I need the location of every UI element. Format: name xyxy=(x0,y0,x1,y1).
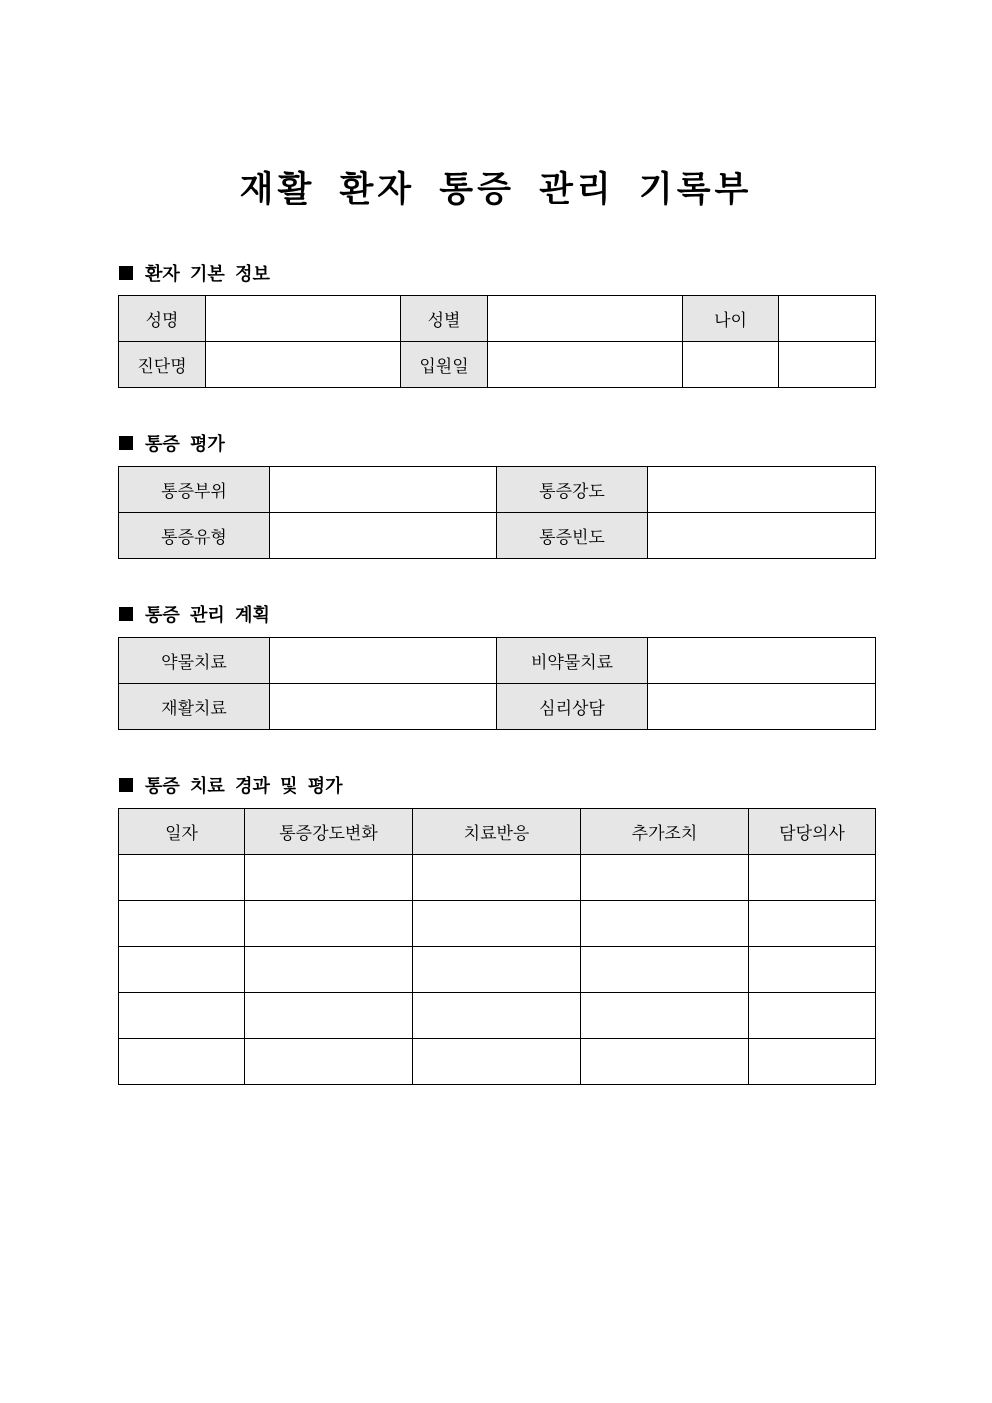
section-heading-pain-plan xyxy=(119,601,270,627)
basic-info-table xyxy=(118,295,876,388)
physician-cell[interactable] xyxy=(749,947,876,993)
diagnosis-field[interactable] xyxy=(206,342,401,388)
label-pain-intensity: 통증강도 xyxy=(497,467,648,513)
pain-intensity-field[interactable] xyxy=(648,467,876,513)
intensity-change-cell[interactable] xyxy=(245,947,413,993)
square-bullet-icon xyxy=(119,778,133,792)
column-header-date: 일자 xyxy=(119,809,245,855)
section-heading-text: 통증 치료 경과 및 평가 xyxy=(145,776,343,797)
pain-plan-table xyxy=(118,637,876,730)
pain-assessment-table xyxy=(118,466,876,559)
extra-field-1[interactable] xyxy=(683,342,779,388)
table-row xyxy=(119,901,876,947)
column-header-treatment-response: 치료반응 xyxy=(413,809,581,855)
additional-action-cell[interactable] xyxy=(581,947,749,993)
name-field[interactable] xyxy=(206,296,401,342)
treatment-response-cell[interactable] xyxy=(413,947,581,993)
physician-cell[interactable] xyxy=(749,855,876,901)
date-cell[interactable] xyxy=(119,855,245,901)
date-cell[interactable] xyxy=(119,901,245,947)
section-heading-progress xyxy=(119,772,343,798)
rehab-field[interactable] xyxy=(270,684,497,730)
label-diagnosis: 진단명 xyxy=(119,342,206,388)
intensity-change-cell[interactable] xyxy=(245,855,413,901)
additional-action-cell[interactable] xyxy=(581,993,749,1039)
treatment-response-cell[interactable] xyxy=(413,855,581,901)
physician-cell[interactable] xyxy=(749,901,876,947)
label-pain-type: 통증유형 xyxy=(119,513,270,559)
table-row xyxy=(119,993,876,1039)
medication-field[interactable] xyxy=(270,638,497,684)
progress-table xyxy=(118,808,876,1085)
column-header-intensity-change: 통증강도변화 xyxy=(245,809,413,855)
physician-cell[interactable] xyxy=(749,1039,876,1085)
treatment-response-cell[interactable] xyxy=(413,993,581,1039)
document-title: 재활 환자 통증 관리 기록부 xyxy=(239,170,753,210)
table-row xyxy=(119,947,876,993)
column-header-physician: 담당의사 xyxy=(749,809,876,855)
label-age: 나이 xyxy=(683,296,779,342)
square-bullet-icon xyxy=(119,436,133,450)
additional-action-cell[interactable] xyxy=(581,855,749,901)
pain-frequency-field[interactable] xyxy=(648,513,876,559)
section-heading-pain-assessment xyxy=(119,430,225,456)
counseling-field[interactable] xyxy=(648,684,876,730)
gender-field[interactable] xyxy=(488,296,683,342)
treatment-response-cell[interactable] xyxy=(413,901,581,947)
label-medication: 약물치료 xyxy=(119,638,270,684)
table-row xyxy=(119,855,876,901)
label-name: 성명 xyxy=(119,296,206,342)
section-heading-basic-info xyxy=(119,260,270,286)
label-counseling: 심리상담 xyxy=(497,684,648,730)
intensity-change-cell[interactable] xyxy=(245,901,413,947)
label-admission-date: 입원일 xyxy=(401,342,488,388)
label-non-medication: 비약물치료 xyxy=(497,638,648,684)
date-cell[interactable] xyxy=(119,993,245,1039)
label-pain-frequency: 통증빈도 xyxy=(497,513,648,559)
section-heading-text: 환자 기본 정보 xyxy=(145,264,270,285)
label-rehab: 재활치료 xyxy=(119,684,270,730)
table-header-row xyxy=(119,809,876,855)
pain-type-field[interactable] xyxy=(270,513,497,559)
non-medication-field[interactable] xyxy=(648,638,876,684)
date-cell[interactable] xyxy=(119,1039,245,1085)
section-heading-text: 통증 평가 xyxy=(145,434,225,455)
section-heading-text: 통증 관리 계획 xyxy=(145,605,270,626)
intensity-change-cell[interactable] xyxy=(245,993,413,1039)
age-field[interactable] xyxy=(779,296,876,342)
treatment-response-cell[interactable] xyxy=(413,1039,581,1085)
physician-cell[interactable] xyxy=(749,993,876,1039)
table-row xyxy=(119,1039,876,1085)
square-bullet-icon xyxy=(119,607,133,621)
label-pain-site: 통증부위 xyxy=(119,467,270,513)
admission-date-field[interactable] xyxy=(488,342,683,388)
additional-action-cell[interactable] xyxy=(581,901,749,947)
square-bullet-icon xyxy=(119,266,133,280)
extra-field-2[interactable] xyxy=(779,342,876,388)
additional-action-cell[interactable] xyxy=(581,1039,749,1085)
pain-site-field[interactable] xyxy=(270,467,497,513)
date-cell[interactable] xyxy=(119,947,245,993)
label-gender: 성별 xyxy=(401,296,488,342)
intensity-change-cell[interactable] xyxy=(245,1039,413,1085)
column-header-additional-action: 추가조치 xyxy=(581,809,749,855)
